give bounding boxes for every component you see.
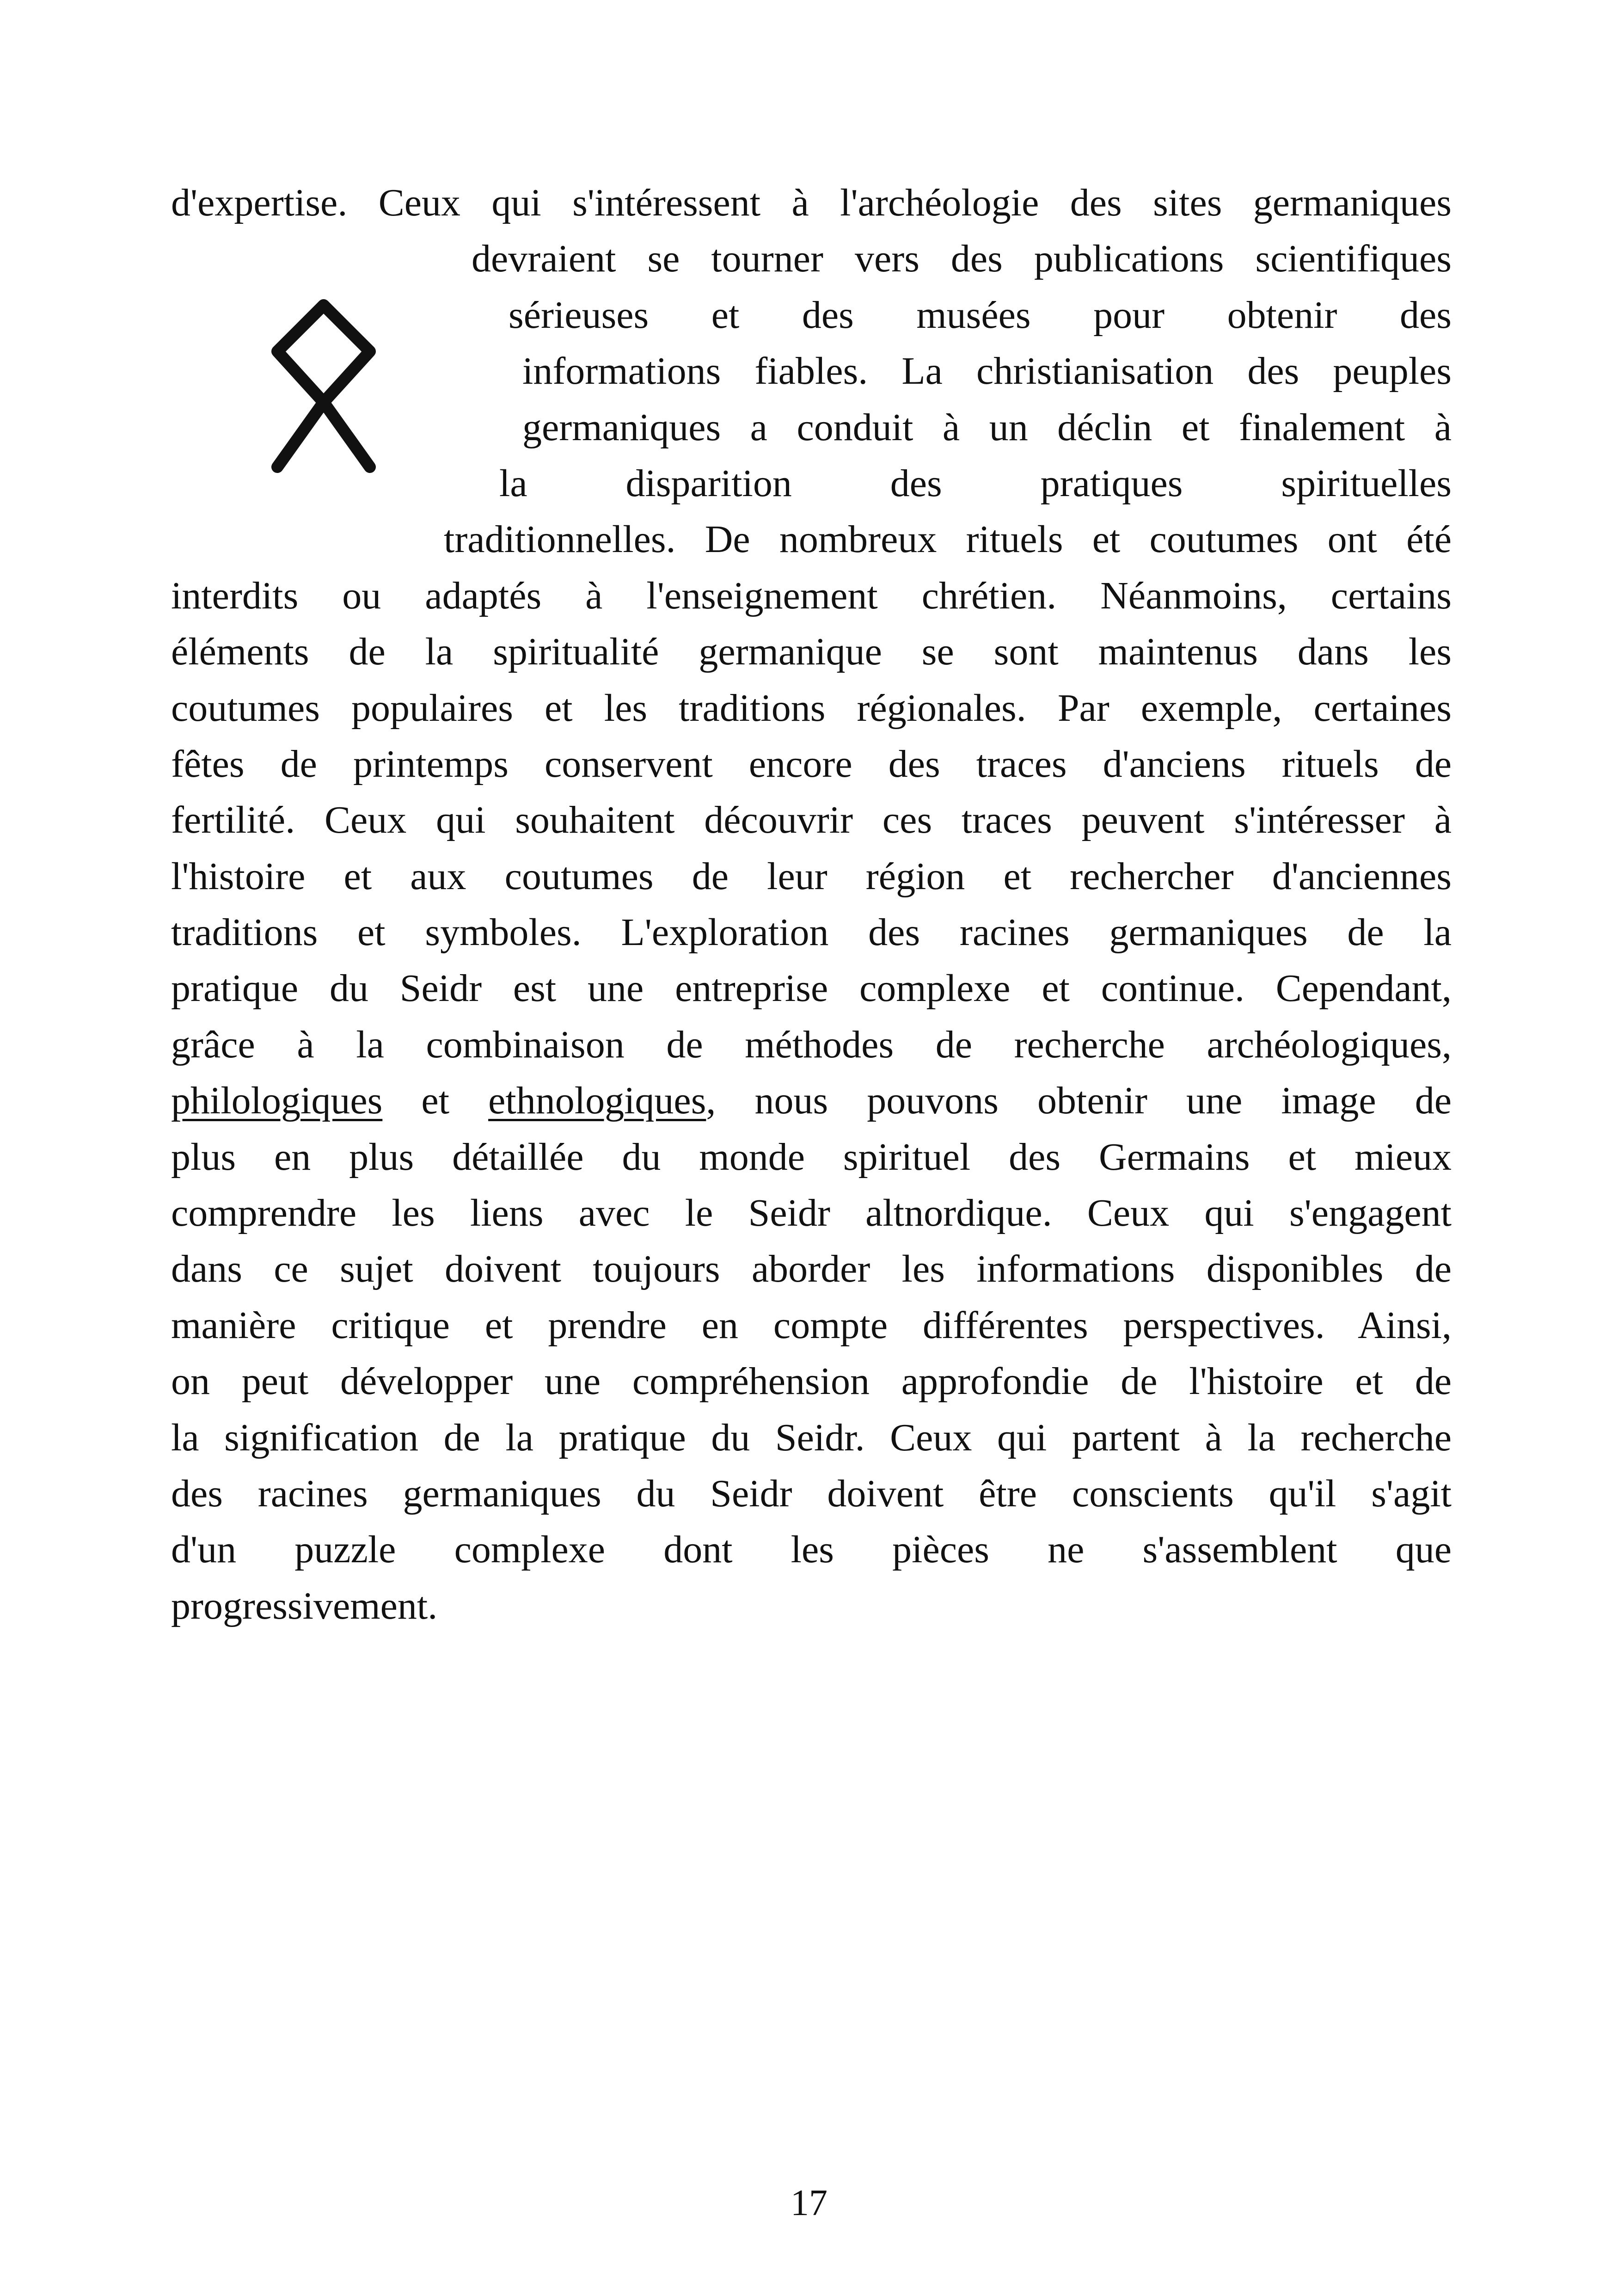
text-line: manière critique et prendre en compte différentes perspectives. Ainsi, <box>171 1303 1452 1347</box>
text-line: dans ce sujet doivent toujours aborder les informations disponibles de <box>171 1247 1452 1291</box>
text-fragment: , nous pouvons obtenir une image de <box>706 1079 1452 1123</box>
text-line: la signification de la pratique du Seidr. Ceux qui partent à la recherche <box>171 1416 1452 1459</box>
text-line: des racines germaniques du Seidr doivent être conscients qu'il s'agit <box>171 1472 1452 1515</box>
text-line: sérieuses et des musées pour obtenir des <box>509 293 1452 337</box>
text-line: fêtes de printemps conservent encore des traces d'anciens rituels de <box>171 742 1452 786</box>
text-line: l'histoire et aux coutumes de leur région et rechercher d'anciennes <box>171 854 1452 898</box>
text-line: éléments de la spiritualité germanique se sont maintenus dans les <box>171 630 1452 674</box>
text-line: informations fiables. La christianisation des peuples <box>522 350 1452 393</box>
text-line: interdits ou adaptés à l'enseignement chrétien. Néanmoins, certains <box>171 574 1452 617</box>
text-line: grâce à la combinaison de méthodes de recherche archéologiques, <box>171 1023 1452 1066</box>
text-line: pratique du Seidr est une entreprise complexe et continue. Cependant, <box>171 967 1452 1010</box>
text-line: traditionnelles. De nombreux rituels et coutumes ont été <box>444 518 1452 561</box>
text-line: d'un puzzle complexe dont les pièces ne s'assemblent que <box>171 1528 1452 1572</box>
text-line: on peut développer une compréhension approfondie de l'histoire et de <box>171 1360 1452 1403</box>
text-line: germaniques a conduit à un déclin et finalement à <box>522 405 1452 449</box>
text-line-with-underlines <box>171 1073 1452 1129</box>
text-line: progressivement. <box>171 1584 438 1627</box>
text-line: comprendre les liens avec le Seidr altnordique. Ceux qui s'engagent <box>171 1191 1452 1235</box>
text-fragment: et <box>382 1079 489 1123</box>
text-line: fertilité. Ceux qui souhaitent découvrir ces traces peuvent s'intéresser à <box>171 798 1452 842</box>
text-line: plus en plus détaillée du monde spirituel des Germains et mieux <box>171 1135 1452 1179</box>
page-number: 17 <box>791 2183 827 2223</box>
text-line: coutumes populaires et les traditions régionales. Par exemple, certaines <box>171 686 1452 730</box>
underlined-term-ethnologiques: ethnologiques <box>488 1079 706 1123</box>
underlined-term-philologiques: philologiques <box>171 1079 383 1123</box>
text-line: la disparition des pratiques spirituelles <box>499 461 1452 505</box>
body-text <box>171 175 1452 1634</box>
text-line: traditions et symboles. L'exploration des racines germaniques de la <box>171 911 1452 954</box>
text-line: devraient se tourner vers des publications scientifiques <box>472 237 1452 281</box>
text-line: d'expertise. Ceux qui s'intéressent à l'archéologie des sites germaniques <box>171 181 1452 224</box>
